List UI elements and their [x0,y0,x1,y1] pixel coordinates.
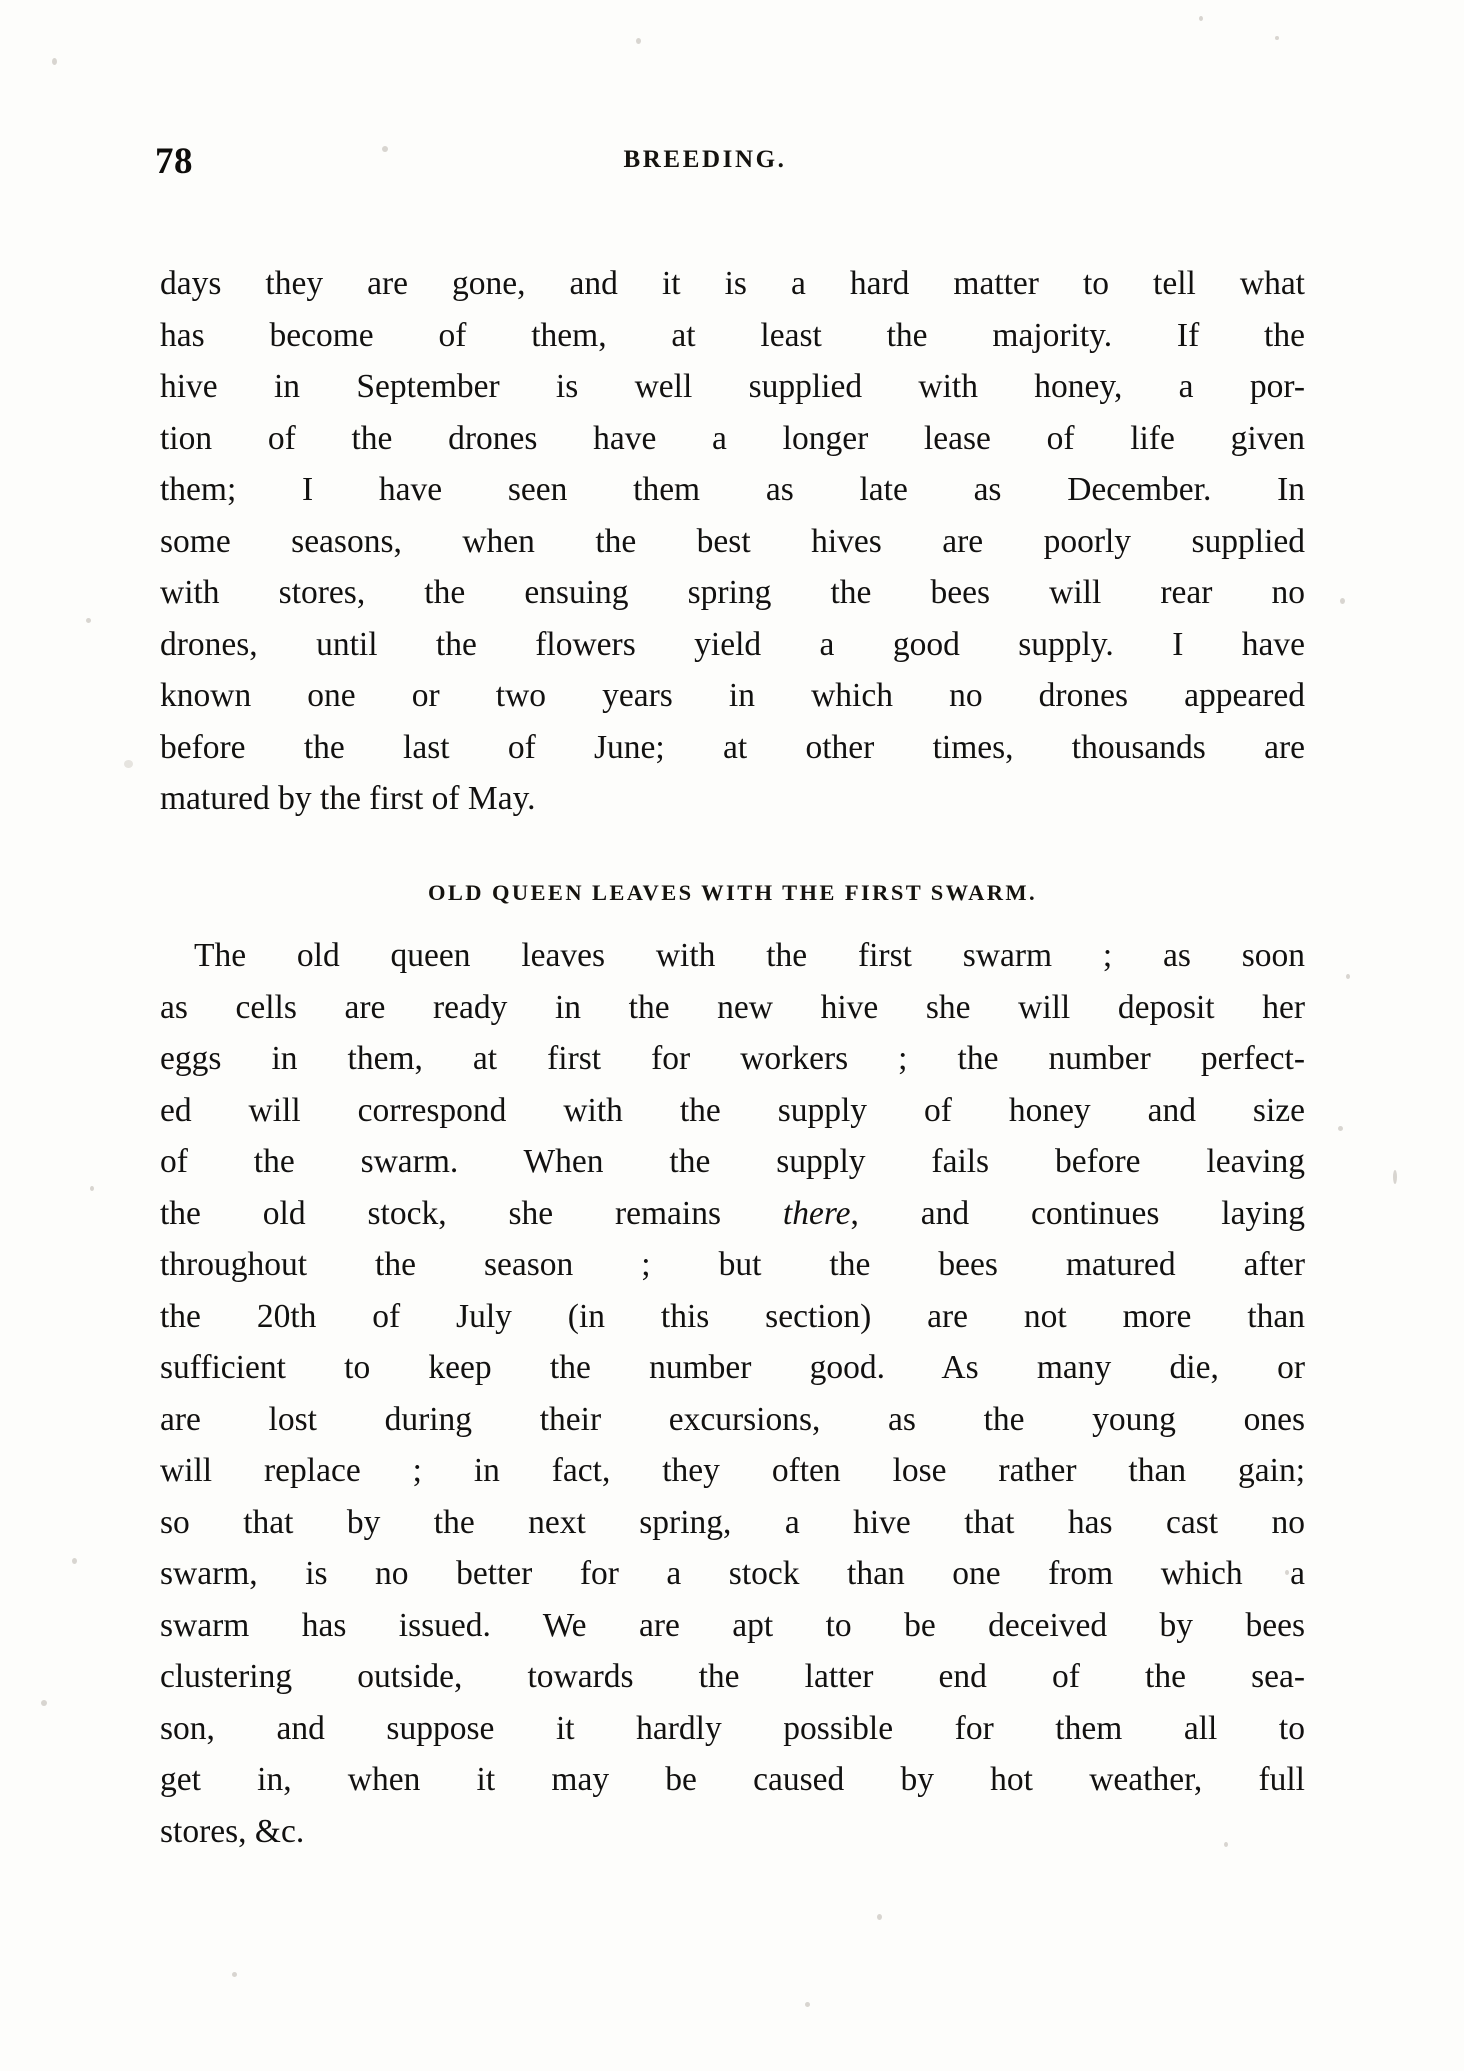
scan-speck [124,760,133,768]
text-line: are lost during their excursions, as the young ones [160,1400,1305,1438]
scan-speck [232,1972,237,1977]
text-line: swarm has issued. We are apt to be deceived by bees [160,1606,1305,1644]
text-line: matured by the first of May. [160,780,536,817]
text-line: so that by the next spring, a hive that has cast no [160,1503,1305,1541]
text-line: of the swarm. When the supply fails before leaving [160,1143,1305,1180]
text-line: known one or two years in which no drones appeared [160,677,1305,714]
text-line: stores, &c. [160,1812,305,1850]
text-line: some seasons, when the best hives are poorly supplied [160,522,1305,560]
text-line: with stores, the ensuing spring the bees will rear no [160,574,1305,611]
scan-speck [86,618,91,623]
text-line: tion of the drones have a longer lease of life given [160,419,1305,457]
paragraph-two [160,930,1305,1857]
scan-speck [1346,974,1350,979]
scan-speck [1393,1170,1397,1184]
italic-word: there [782,1194,851,1232]
text-line: the 20th of July (in this section) are not more than [160,1297,1305,1335]
section-heading: OLD QUEEN LEAVES WITH THE FIRST SWARM. [427,880,1038,905]
page-header [155,140,1315,182]
scan-speck [41,1700,47,1706]
scan-speck [90,1186,94,1191]
text-line: son, and suppose it hardly possible for them all to [160,1709,1305,1747]
running-head: BREEDING. [623,146,787,173]
scan-speck [636,38,641,44]
text-line: the old stock, she remains there, and continues laying [160,1194,1305,1232]
text-line: them; I have seen them as late as December. In [160,471,1305,508]
scan-speck [72,1558,77,1564]
text-line: drones, until the flowers yield a good supply. I have [160,625,1305,663]
text-line: clustering outside, towards the latter end of the sea- [160,1658,1305,1695]
text-line: has become of them, at least the majority. If the [160,316,1305,354]
text-line: swarm, is no better for a stock than one from which a [160,1555,1305,1592]
text-line: hive in September is well supplied with honey, a por- [160,368,1305,405]
scan-speck [1275,36,1279,40]
text-line: will replace ; in fact, they often lose rather than gain; [160,1452,1305,1489]
scan-speck [52,58,57,65]
text-line: before the last of June; at other times, thousands are [160,728,1305,766]
paragraph-one [160,258,1305,825]
page-number: 78 [155,141,193,182]
text-line: throughout the season ; but the bees matured after [160,1246,1305,1283]
text-line-content: The old queen leaves with the first swarm ; as soon [194,937,1305,974]
text-line: sufficient to keep the number good. As many die, or [160,1349,1305,1386]
scan-speck [1340,598,1345,604]
text-line: get in, when it may be caused by hot weather, full [160,1761,1305,1798]
text-line: days they are gone, and it is a hard matter to tell what [160,265,1305,302]
text-line [160,930,1305,982]
scan-speck [1338,1126,1343,1131]
text-line: eggs in them, at first for workers ; the number perfect- [160,1040,1305,1077]
scan-speck [805,2002,810,2007]
text-line: as cells are ready in the new hive she will deposit her [160,988,1305,1026]
text-line: ed will correspond with the supply of honey and size [160,1091,1305,1129]
scan-speck [1199,16,1203,21]
scan-speck [877,1914,882,1920]
